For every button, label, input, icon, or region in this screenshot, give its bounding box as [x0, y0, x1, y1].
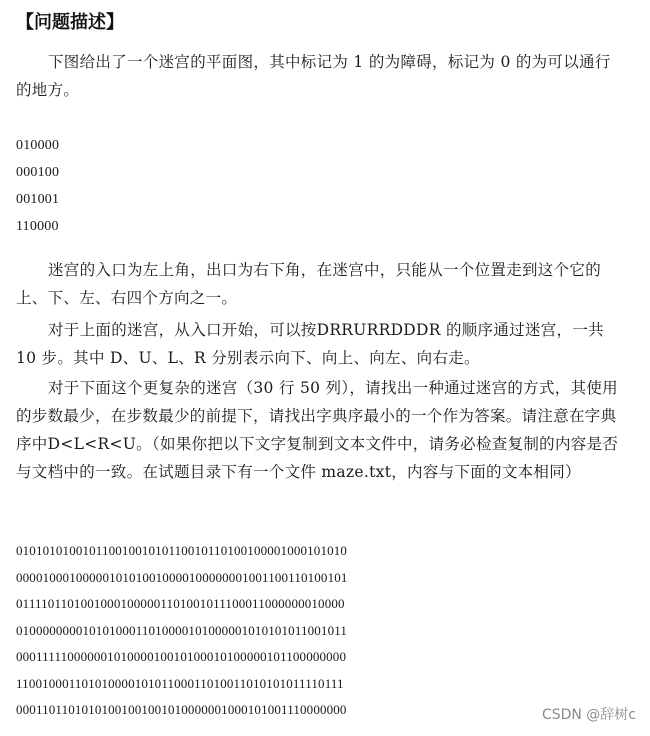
- section-heading: 【问题描述】: [16, 12, 124, 33]
- example-paragraph: 对于上面的迷宫，从入口开始，可以按DRRURRDDDR 的顺序通过迷宫，一共 10 步。其中 D、U、L、R 分别表示向下、向上、向左、向右走。: [16, 321, 604, 367]
- small-maze-row: 000100: [16, 165, 60, 180]
- small-maze-row: 010000: [16, 138, 60, 153]
- big-maze: [16, 538, 348, 724]
- big-maze-row: 00001000100000101010010000100000001001100110100101: [16, 569, 348, 585]
- intro-paragraph: 下图给出了一个迷宫的平面图，其中标记为 1 的为障碍，标记为 0 的为可以通行的地方。: [16, 53, 611, 99]
- small-maze: [16, 132, 59, 240]
- big-maze-row: 11001000110101000010101100011010011010101011110111: [16, 675, 344, 691]
- big-maze-row: 01111011010010001000001101001011100011000000010000: [16, 596, 345, 611]
- big-maze-row: 01010101001011001001010110010110100100001000101010: [16, 543, 348, 558]
- big-maze-row: 00011111000000101000010010100010100000101100000000: [16, 649, 347, 664]
- entrance-paragraph: 迷宫的入口为左上角，出口为右下角，在迷宫中，只能从一个位置走到这个它的上、下、左、右四个方向之一。: [16, 261, 602, 307]
- csdn-watermark: CSDN @辞树c: [541, 707, 636, 723]
- small-maze-row: 110000: [16, 219, 59, 234]
- big-maze-row: 01000000001010100011010000101000001010101011001011: [16, 622, 348, 638]
- big-maze-row: 00011011010101001001001010000001000101001110000000: [16, 702, 347, 717]
- small-maze-row: 001001: [16, 192, 60, 207]
- task-paragraph: 对于下面这个更复杂的迷宫（30 行 50 列），请找出一种通过迷宫的方式，其使用的步数最少，在步数最少的前提下，请找出字典序最小的一个作为答案。请注意在字典序中D<L<R<U。（如果你把以下文字复制到文本文件中，请务必检查复制的内容是否与文档中的一致。在试题目录下有一个文件 maze.txt，内容与下面的文本相同）: [16, 379, 619, 481]
